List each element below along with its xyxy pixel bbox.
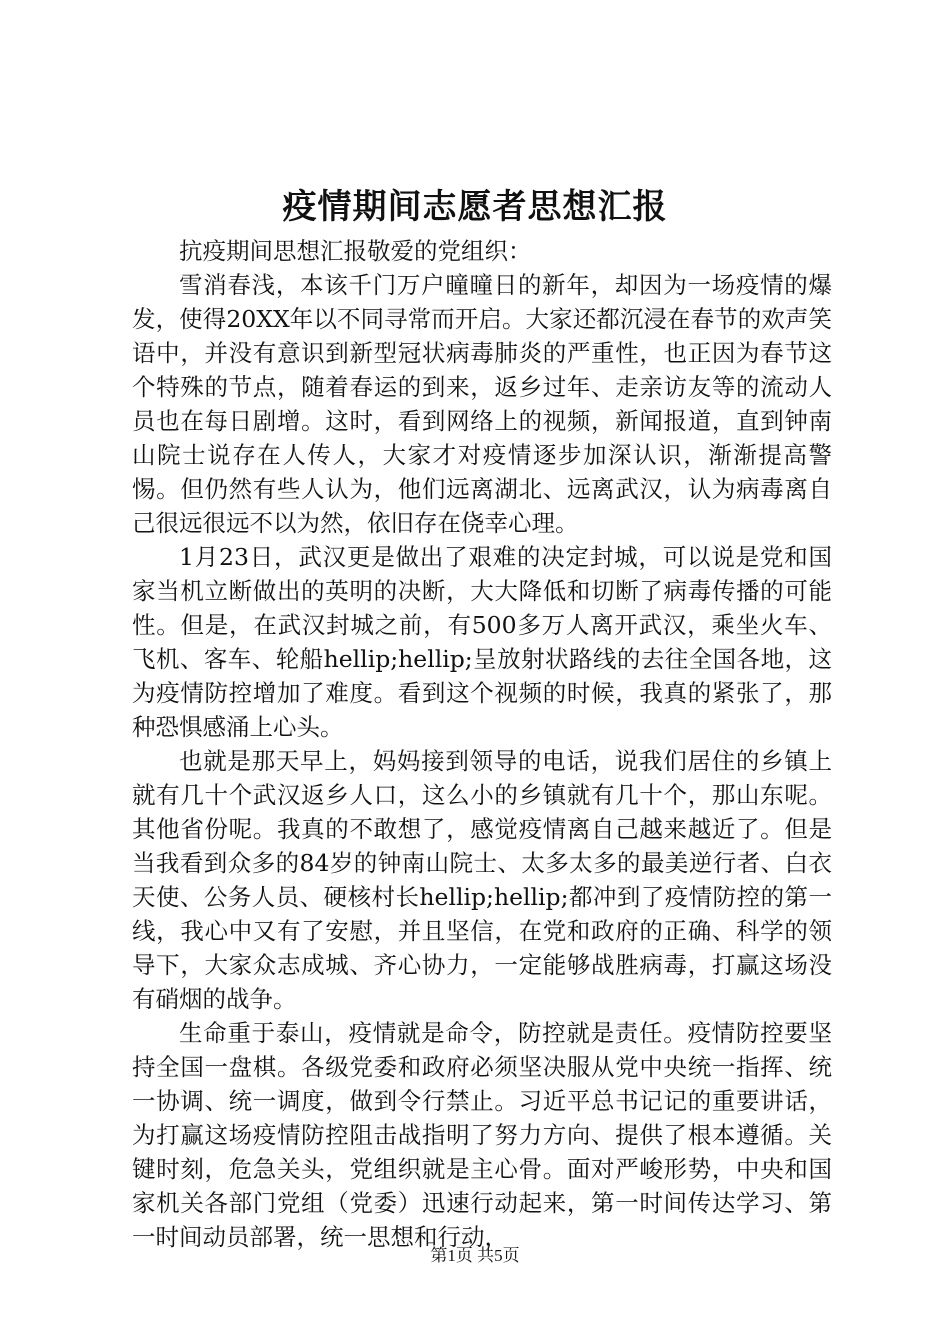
paragraph-3: 也就是那天早上，妈妈接到领导的电话，说我们居住的乡镇上就有几十个武汉返乡人口，这么小的乡镇就有几十个，那山东呢。其他省份呢。我真的不敢想了，感觉疫情离自己越来越近了。但是当我看到众多的84岁的钟南山院士、太多太多的最美逆行者、白衣天使、公务人员、硬核村长hellip;hellip;都冲到了疫情防控的第一线，我心中又有了安慰，并且坚信，在党和政府的正确、科学的领导下，大家众志成城、齐心协力，一定能够战胜病毒，打赢这场没有硝烟的战争。 <box>132 747 832 1013</box>
salutation: 抗疫期间思想汇报敬爱的党组织： <box>179 237 532 265</box>
paragraph-4: 生命重于泰山，疫情就是命令，防控就是责任。疫情防控要坚持全国一盘棋。各级党委和政府必须坚决服从党中央统一指挥、统一协调、统一调度，做到令行禁止。习近平总书记记的重要讲话，为打赢这场疫情防控阻击战指明了努力方向、提供了根本遵循。关键时刻，危急关头，党组织就是主心骨。面对严峻形势，中央和国家机关各部门党组（党委）迅速行动起来，第一时间传达学习、第一时间动员部署，统一思想和行动， <box>132 1019 832 1251</box>
document-title: 疫情期间志愿者思想汇报 <box>282 187 668 227</box>
paragraph-2: 1月23日，武汉更是做出了艰难的决定封城，可以说是党和国家当机立断做出的英明的决断，大大降低和切断了病毒传播的可能性。但是，在武汉封城之前，有500多万人离开武汉，乘坐火车、飞机、客车、轮船hellip;hellip;呈放射状路线的去往全国各地，这为疫情防控增加了难度。看到这个视频的时候，我真的紧张了，那种恐惧感涌上心头。 <box>132 543 832 741</box>
paragraph-1: 雪消春浅，本该千门万户曈曈日的新年，却因为一场疫情的爆发，使得20XX年以不同寻常而开启。大家还都沉浸在春节的欢声笑语中，并没有意识到新型冠状病毒肺炎的严重性，也正因为春节这个特殊的节点，随着春运的到来，返乡过年、走亲访友等的流动人员也在每日剧增。这时，看到网络上的视频，新闻报道，直到钟南山院士说存在人传人，大家才对疫情逐步加深认识，渐渐提高警惕。但仍然有些人认为，他们远离湖北、远离武汉，认为病毒离自己很远很远不以为然，依旧存在侥幸心理。 <box>132 271 832 537</box>
document-body <box>132 234 832 1254</box>
page-number-footer: 第1页 共5页 <box>430 1246 520 1265</box>
